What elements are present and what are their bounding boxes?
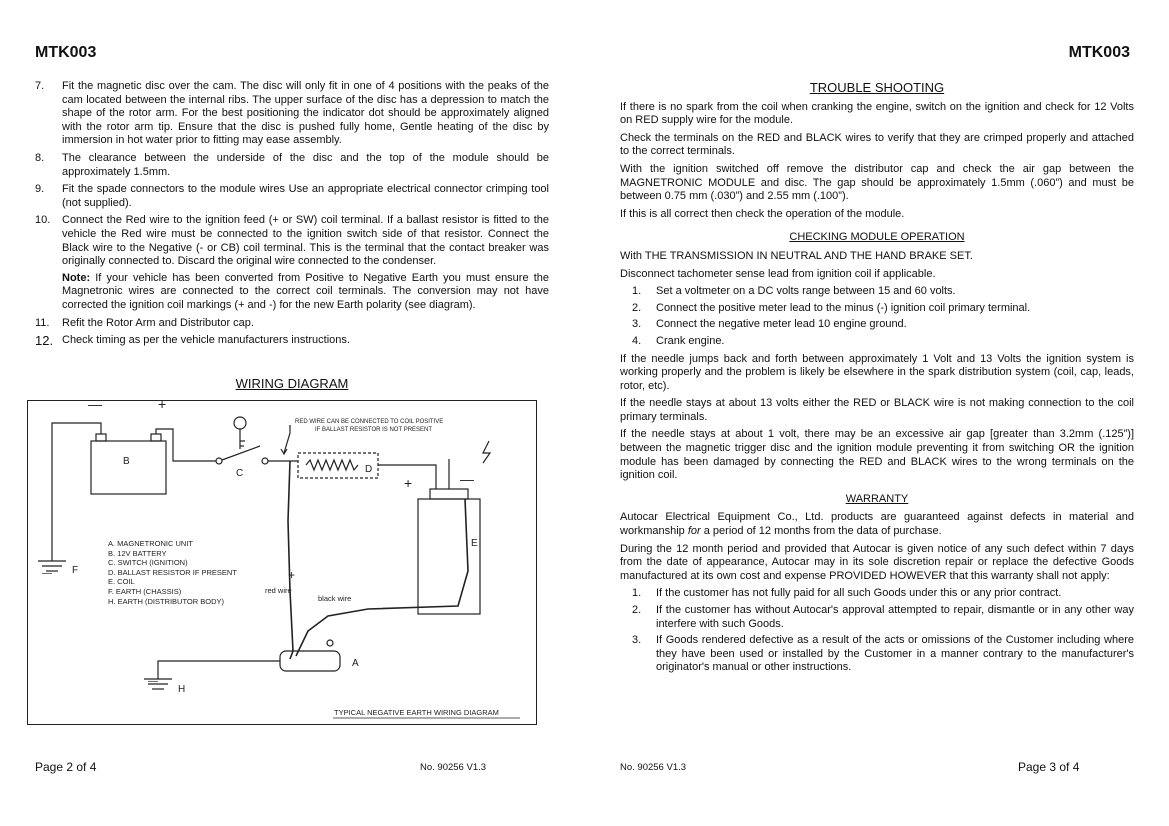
list-item: 2. Connect the positive meter lead to the minus (-) ignition coil primary terminal.: [632, 301, 1031, 314]
left-header: MTK003: [35, 44, 97, 61]
left-page: [0, 0, 584, 826]
magnetronic-unit-a: [280, 651, 340, 671]
note-paragraph: Note: If your vehicle has been converted from Positive to Negative Earth you must ensure the Magnetronic wires are connected to the correct coil terminals. The conversion may not have corrected the ignition coil markings (+ and -) for the new Earth polarity (see diagram).: [62, 271, 549, 311]
earth-lead-f: [52, 423, 101, 561]
right-header: MTK003: [1068, 44, 1130, 61]
earth-f-minus-sign: —: [42, 568, 52, 579]
earth-lead-h: [158, 661, 280, 679]
label-b: B: [123, 456, 130, 467]
checking-para: If the needle stays at about 13 volts either the RED or BLACK wire is not making connection to the coil primary terminals.: [620, 397, 1134, 423]
label-f: F: [72, 565, 79, 576]
battery-b: [91, 441, 166, 494]
label-c: C: [236, 468, 244, 479]
trouble-para: Check the terminals on the RED and BLACK wires to verify that they are crimped properly and attached to the correct terminals.: [620, 131, 1134, 158]
battery-terminal-positive: [151, 434, 161, 441]
earth-h-minus-sign: —: [148, 676, 158, 687]
trouble-shooting-heading: TROUBLE SHOOTING: [809, 80, 945, 95]
red-wire-label: red wire: [265, 586, 292, 595]
red-wire-path: [288, 461, 296, 659]
coil-plus-sign: +: [404, 475, 413, 491]
checking-intro: Disconnect tachometer sense lead from ignition coil if applicable.: [620, 267, 936, 280]
right-footer-doc: No. 90256 V1.3: [620, 762, 687, 773]
wiring-diagram-heading: WIRING DIAGRAM: [235, 376, 349, 391]
coil-e: [418, 499, 480, 614]
left-footer-page: Page 2 of 4: [35, 760, 97, 774]
resistor-zigzag: [306, 460, 358, 470]
black-wire-label: black wire: [318, 594, 352, 603]
left-footer-doc: No. 90256 V1.3: [420, 762, 487, 773]
list-item: 8. The clearance between the underside of the disc and the top of the module should be approximately 1.5mm.: [35, 151, 549, 178]
wiring-diagram: [27, 396, 537, 725]
battery-terminal-negative: [96, 434, 106, 441]
list-item: 3. If Goods rendered defective as a result of the acts or omissions of the Customer including where they have been used or installed by the Customer in a manner contrary to the manufacturer's originator's manual or other instructions.: [632, 634, 1134, 674]
checking-para: If the needle stays at about 1 volt, there may be an excessive air gap [greater than 3.2mm (.125”)] between the magnetic trigger disc and the ignition module preventing it from switching OR the ignition module has been damaged by connecting the RED and BLACK wires to the wrong terminals on the ignition coil.: [620, 428, 1134, 482]
list-item: 11. Refit the Rotor Arm and Distributor cap.: [35, 316, 254, 329]
checking-para: If the needle jumps back and forth between approximately 1 Volt and 13 Volts the ignition system is working properly and the problem is likely be elsewhere in the spark distribution system (coil, cap, leads, rotor, etc).: [620, 352, 1134, 392]
right-content: [620, 81, 1134, 679]
list-item: 2. If the customer has without Autocar's approval attempted to repair, dismantle or in any other way interfere with such Goods.: [632, 604, 1134, 630]
spark-icon: [483, 441, 490, 463]
switch-blade: [222, 446, 260, 460]
battery-plus-sign: +: [158, 396, 167, 412]
warranty-para: Autocar Electrical Equipment Co., Ltd. products are guaranteed against defects in material and workmanship for a period of 12 months from the data of purchase.: [620, 511, 1134, 538]
red-wire-plus-sign: +: [288, 568, 296, 582]
list-item: 4. Crank engine.: [632, 334, 725, 347]
right-footer-page: Page 3 of 4: [1018, 760, 1080, 774]
right-page: [584, 0, 1169, 826]
list-item: 10. Connect the Red wire to the ignition feed (+ or SW) coil terminal. If a ballast resistor is fitted to the vehicle the Red wire must be connected to the ignition switch side of that resistor. Connect the Black wire to the Negative (- or CB) coil terminal. This is the terminal that the contact breaker was originally connected to. Discard the original wire connected to the condenser. Note: If your vehicle has been converted from Positive to Negative Earth you must ensure the Magnetronic wires are connected to the correct coil terminals. The conversion may not have corrected the ignition coil markings (+ and -) for the new Earth polarity (see diagram).: [35, 214, 549, 311]
switch-contact-2: [262, 458, 268, 464]
black-wire-path: [296, 499, 468, 656]
label-a: A: [352, 658, 359, 669]
list-item: 9. Fit the spade connectors to the module wires Use an appropriate electrical connector crimping tool (not supplied).: [35, 183, 549, 209]
warranty-para: During the 12 month period and provided that Autocar is given notice of any such defect within 7 days from the date of appearance, Autocar may in its sole discretion repair or replace the defective Goods manufactured at its own cost and expense PROVIDED HOWEVER that this warranty shall not apply:: [620, 542, 1134, 582]
coil-top: [430, 489, 468, 499]
warranty-heading: WARRANTY: [845, 492, 909, 505]
positive-lead: [156, 429, 216, 461]
wiring-drawing: [28, 396, 538, 726]
switch-contact-1: [216, 458, 222, 464]
checking-intro: With THE TRANSMISSION IN NEUTRAL AND THE HAND BRAKE SET.: [620, 249, 973, 262]
checking-heading: CHECKING MODULE OPERATION: [789, 231, 965, 244]
diagram-caption: TYPICAL NEGATIVE EARTH WIRING DIAGRAM: [334, 708, 499, 717]
note-arrow: [284, 425, 290, 453]
label-h: H: [178, 684, 186, 695]
list-item: 12. Check timing as per the vehicle manufacturers instructions.: [35, 333, 350, 349]
diagram-legend: A. MAGNETRONIC UNIT B. 12V BATTERY C. SWITCH (IGNITION) D. BALLAST RESISTOR IF PRESENT E. COIL F. EARTH (CHASSIS) H. EARTH (DISTRIBUTOR BODY): [108, 539, 237, 606]
trouble-para: If there is no spark from the coil when cranking the engine, switch on the ignition and check for 12 Volts on RED supply wire for the module.: [620, 100, 1134, 127]
label-e: E: [471, 538, 478, 549]
label-d: D: [365, 464, 373, 475]
trouble-para: With the ignition switched off remove the distributor cap and check the air gap between the MAGNETRONIC MODULE and disc. The gap should be approximately 1.5mm (.060”) and must be between 0.75 mm (.030”) and 2.55 mm (.100”).: [620, 162, 1134, 203]
key-icon: [234, 417, 246, 429]
trouble-para: If this is all correct then check the operation of the module.: [620, 207, 905, 220]
instruction-list: [35, 80, 549, 352]
list-item: 1. If the customer has not fully paid for all such Goods under this or any prior contract.: [632, 587, 1062, 600]
list-item: 3. Connect the negative meter lead 10 engine ground.: [632, 318, 907, 331]
diagram-note: RED WIRE CAN BE CONNECTED TO COIL POSITIVE IF BALLAST RESISTOR IS NOT PRESENT: [295, 419, 444, 433]
list-item: 1. Set a voltmeter on a DC volts range between 15 and 60 volts.: [632, 285, 956, 298]
list-item: 7. Fit the magnetic disc over the cam. The disc will only fit in one of 4 positions with the peaks of the cam located between the internal ribs. The upper surface of the disc has a depression to match the shape of the rotor arm. For the best positioning the indicator dot should be approximately aligned with the rotor arm tip. Ensure that the disc is pushed fully home, Gentle heating of the disc by immersion in hot water prior to fitting may ease assembly.: [35, 80, 549, 147]
coil-minus-sign: —: [460, 471, 474, 487]
battery-minus-sign: —: [88, 396, 102, 412]
